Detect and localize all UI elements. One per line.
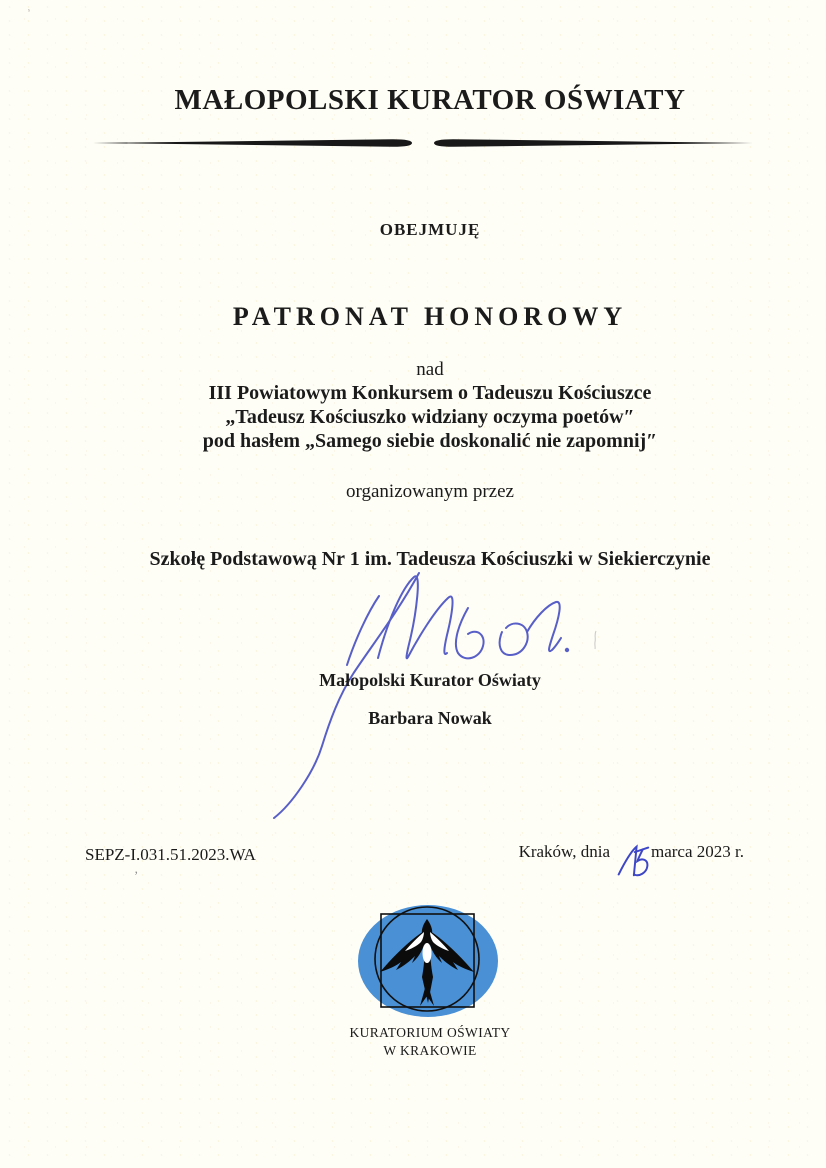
logo-caption-line2: W KRAKOWIE (383, 1043, 477, 1058)
over-word: nad (416, 359, 444, 380)
date-suffix: marca 2023 r. (651, 842, 744, 861)
handwritten-day (616, 842, 650, 880)
organizer-name: Szkołę Podstawową Nr 1 im. Tadeusza Kościuszki w Siekierczynie (149, 548, 711, 570)
patronage-title: PATRONAT HONOROWY (232, 302, 628, 331)
scan-artifact: ’ (134, 868, 139, 883)
scan-artifact: ˢ (28, 6, 30, 16)
signer-role: Małopolski Kurator Oświaty (319, 670, 541, 690)
kuratorium-swallow-logo (353, 905, 503, 1023)
date-prefix: Kraków, dnia (518, 842, 610, 861)
date-line (519, 842, 744, 884)
reference-number: SEPZ-I.031.51.2023.WA (85, 845, 256, 864)
logo-caption-line1: KURATORIUM OŚWIATY (349, 1025, 511, 1040)
event-name-line: III Powiatowym Konkursem o Tadeuszu Kościuszce (208, 382, 652, 404)
page-title: MAŁOPOLSKI KURATOR OŚWIATY (174, 84, 686, 116)
organized-by-label: organizowanym przez (346, 481, 514, 502)
handwritten-signature (250, 560, 610, 830)
event-name-line: „Tadeusz Kościuszko widziany oczyma poetów″ (225, 406, 635, 428)
signer-name: Barbara Nowak (368, 708, 492, 728)
event-name-line: pod hasłem „Samego siebie doskonalić nie zapomnij″ (202, 430, 658, 452)
tapered-divider-rule (93, 135, 753, 151)
intro-word: OBEJMUJĘ (379, 220, 481, 239)
